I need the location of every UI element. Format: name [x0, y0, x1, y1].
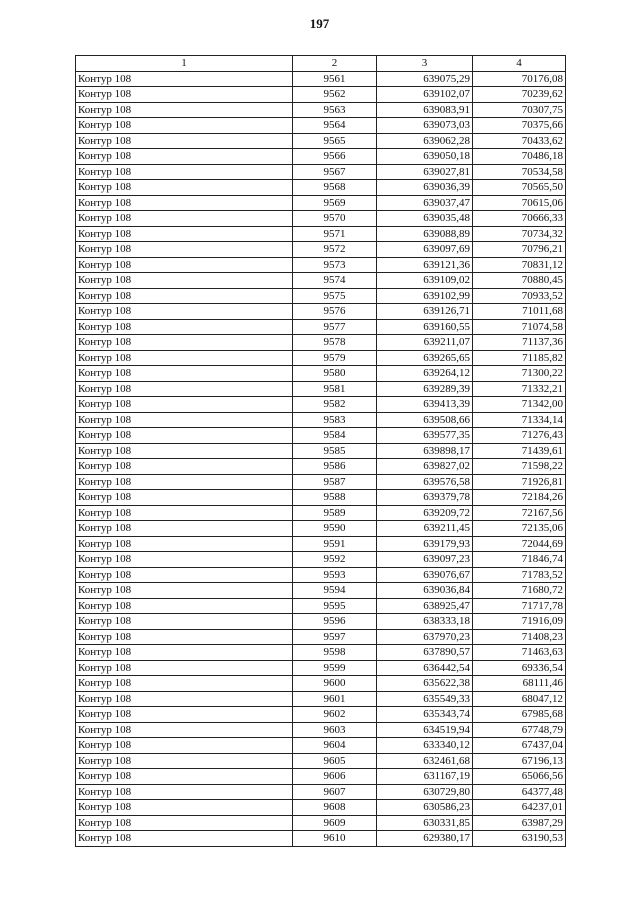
point-number-cell: 9584: [293, 428, 377, 444]
point-number-cell: 9576: [293, 304, 377, 320]
x-coordinate-cell: 634519,94: [377, 722, 473, 738]
point-number-cell: 9595: [293, 598, 377, 614]
contour-name-cell: Контур 108: [76, 490, 293, 506]
table-row: [76, 490, 566, 506]
x-coordinate-cell: 635549,33: [377, 691, 473, 707]
y-coordinate-cell: 63987,29: [473, 815, 566, 831]
table-row: [76, 521, 566, 537]
point-number-cell: 9573: [293, 257, 377, 273]
point-number-cell: 9574: [293, 273, 377, 289]
y-coordinate-cell: 67748,79: [473, 722, 566, 738]
point-number-cell: 9596: [293, 614, 377, 630]
y-coordinate-cell: 71342,00: [473, 397, 566, 413]
table-row: [76, 428, 566, 444]
point-number-cell: 9594: [293, 583, 377, 599]
contour-name-cell: Контур 108: [76, 118, 293, 134]
point-number-cell: 9607: [293, 784, 377, 800]
contour-name-cell: Контур 108: [76, 676, 293, 692]
y-coordinate-cell: 71276,43: [473, 428, 566, 444]
x-coordinate-cell: 639097,23: [377, 552, 473, 568]
point-number-cell: 9600: [293, 676, 377, 692]
x-coordinate-cell: 639126,71: [377, 304, 473, 320]
column-header-3: 3: [377, 56, 473, 72]
y-coordinate-cell: 63190,53: [473, 831, 566, 847]
y-coordinate-cell: 72167,56: [473, 505, 566, 521]
y-coordinate-cell: 70666,33: [473, 211, 566, 227]
x-coordinate-cell: 639050,18: [377, 149, 473, 165]
point-number-cell: 9568: [293, 180, 377, 196]
contour-name-cell: Контур 108: [76, 769, 293, 785]
point-number-cell: 9561: [293, 71, 377, 87]
table-row: [76, 381, 566, 397]
contour-name-cell: Контур 108: [76, 319, 293, 335]
point-number-cell: 9581: [293, 381, 377, 397]
point-number-cell: 9579: [293, 350, 377, 366]
table-row: [76, 660, 566, 676]
contour-name-cell: Контур 108: [76, 412, 293, 428]
table-row: [76, 211, 566, 227]
contour-name-cell: Контур 108: [76, 304, 293, 320]
table-row: [76, 459, 566, 475]
x-coordinate-cell: 639097,69: [377, 242, 473, 258]
contour-name-cell: Контур 108: [76, 366, 293, 382]
point-number-cell: 9572: [293, 242, 377, 258]
y-coordinate-cell: 72044,69: [473, 536, 566, 552]
table-row: [76, 195, 566, 211]
y-coordinate-cell: 71185,82: [473, 350, 566, 366]
y-coordinate-cell: 71300,22: [473, 366, 566, 382]
contour-name-cell: Контур 108: [76, 800, 293, 816]
point-number-cell: 9567: [293, 164, 377, 180]
point-number-cell: 9588: [293, 490, 377, 506]
point-number-cell: 9606: [293, 769, 377, 785]
table-row: [76, 133, 566, 149]
x-coordinate-cell: 639121,36: [377, 257, 473, 273]
point-number-cell: 9571: [293, 226, 377, 242]
table-row: [76, 707, 566, 723]
x-coordinate-cell: 639508,66: [377, 412, 473, 428]
contour-name-cell: Контур 108: [76, 707, 293, 723]
x-coordinate-cell: 639898,17: [377, 443, 473, 459]
point-number-cell: 9591: [293, 536, 377, 552]
x-coordinate-cell: 639379,78: [377, 490, 473, 506]
table-row: [76, 598, 566, 614]
x-coordinate-cell: 639211,45: [377, 521, 473, 537]
y-coordinate-cell: 70615,06: [473, 195, 566, 211]
y-coordinate-cell: 67437,04: [473, 738, 566, 754]
point-number-cell: 9575: [293, 288, 377, 304]
table-body: [76, 71, 566, 846]
x-coordinate-cell: 639083,91: [377, 102, 473, 118]
x-coordinate-cell: 629380,17: [377, 831, 473, 847]
y-coordinate-cell: 71783,52: [473, 567, 566, 583]
x-coordinate-cell: 639109,02: [377, 273, 473, 289]
point-number-cell: 9562: [293, 87, 377, 103]
table-row: [76, 71, 566, 87]
x-coordinate-cell: 639062,28: [377, 133, 473, 149]
contour-name-cell: Контур 108: [76, 536, 293, 552]
table-row: [76, 536, 566, 552]
contour-name-cell: Контур 108: [76, 474, 293, 490]
y-coordinate-cell: 67196,13: [473, 753, 566, 769]
contour-name-cell: Контур 108: [76, 815, 293, 831]
x-coordinate-cell: 630331,85: [377, 815, 473, 831]
column-header-2: 2: [293, 56, 377, 72]
y-coordinate-cell: 71074,58: [473, 319, 566, 335]
table-row: [76, 257, 566, 273]
y-coordinate-cell: 70831,12: [473, 257, 566, 273]
table-row: [76, 645, 566, 661]
point-number-cell: 9577: [293, 319, 377, 335]
y-coordinate-cell: 70486,18: [473, 149, 566, 165]
contour-name-cell: Контур 108: [76, 226, 293, 242]
point-number-cell: 9565: [293, 133, 377, 149]
contour-name-cell: Контур 108: [76, 180, 293, 196]
x-coordinate-cell: 639577,35: [377, 428, 473, 444]
y-coordinate-cell: 68047,12: [473, 691, 566, 707]
y-coordinate-cell: 70565,50: [473, 180, 566, 196]
y-coordinate-cell: 70734,32: [473, 226, 566, 242]
y-coordinate-cell: 71463,63: [473, 645, 566, 661]
table-row: [76, 676, 566, 692]
y-coordinate-cell: 65066,56: [473, 769, 566, 785]
y-coordinate-cell: 71137,36: [473, 335, 566, 351]
x-coordinate-cell: 639102,07: [377, 87, 473, 103]
contour-name-cell: Контур 108: [76, 691, 293, 707]
table-row: [76, 800, 566, 816]
table-row: [76, 335, 566, 351]
contour-name-cell: Контур 108: [76, 428, 293, 444]
table-row: [76, 242, 566, 258]
contour-name-cell: Контур 108: [76, 102, 293, 118]
table-row: [76, 412, 566, 428]
y-coordinate-cell: 70933,52: [473, 288, 566, 304]
point-number-cell: 9570: [293, 211, 377, 227]
y-coordinate-cell: 69336,54: [473, 660, 566, 676]
contour-name-cell: Контур 108: [76, 521, 293, 537]
table-row: [76, 815, 566, 831]
x-coordinate-cell: 630586,23: [377, 800, 473, 816]
contour-name-cell: Контур 108: [76, 381, 293, 397]
contour-name-cell: Контур 108: [76, 505, 293, 521]
contour-name-cell: Контур 108: [76, 645, 293, 661]
table-row: [76, 738, 566, 754]
point-number-cell: 9582: [293, 397, 377, 413]
table-row: [76, 769, 566, 785]
table-row: [76, 226, 566, 242]
contour-name-cell: Контур 108: [76, 629, 293, 645]
table-row: [76, 831, 566, 847]
x-coordinate-cell: 639211,07: [377, 335, 473, 351]
table-row: [76, 443, 566, 459]
x-coordinate-cell: 639160,55: [377, 319, 473, 335]
y-coordinate-cell: 71926,81: [473, 474, 566, 490]
y-coordinate-cell: 70307,75: [473, 102, 566, 118]
table-header-row: [76, 56, 566, 72]
x-coordinate-cell: 639179,93: [377, 536, 473, 552]
contour-name-cell: Контур 108: [76, 753, 293, 769]
table-row: [76, 304, 566, 320]
point-number-cell: 9602: [293, 707, 377, 723]
y-coordinate-cell: 71334,14: [473, 412, 566, 428]
table-row: [76, 180, 566, 196]
x-coordinate-cell: 639413,39: [377, 397, 473, 413]
x-coordinate-cell: 639264,12: [377, 366, 473, 382]
contour-name-cell: Контур 108: [76, 195, 293, 211]
y-coordinate-cell: 71680,72: [473, 583, 566, 599]
point-number-cell: 9598: [293, 645, 377, 661]
x-coordinate-cell: 639209,72: [377, 505, 473, 521]
point-number-cell: 9589: [293, 505, 377, 521]
x-coordinate-cell: 635622,38: [377, 676, 473, 692]
x-coordinate-cell: 635343,74: [377, 707, 473, 723]
contour-name-cell: Контур 108: [76, 335, 293, 351]
point-number-cell: 9586: [293, 459, 377, 475]
point-number-cell: 9610: [293, 831, 377, 847]
contour-name-cell: Контур 108: [76, 87, 293, 103]
column-header-1: 1: [76, 56, 293, 72]
y-coordinate-cell: 72184,26: [473, 490, 566, 506]
table-row: [76, 614, 566, 630]
x-coordinate-cell: 638925,47: [377, 598, 473, 614]
table-row: [76, 583, 566, 599]
x-coordinate-cell: 639289,39: [377, 381, 473, 397]
point-number-cell: 9564: [293, 118, 377, 134]
contour-name-cell: Контур 108: [76, 71, 293, 87]
contour-name-cell: Контур 108: [76, 211, 293, 227]
contour-name-cell: Контур 108: [76, 257, 293, 273]
point-number-cell: 9601: [293, 691, 377, 707]
table-row: [76, 366, 566, 382]
x-coordinate-cell: 637970,23: [377, 629, 473, 645]
y-coordinate-cell: 71916,09: [473, 614, 566, 630]
y-coordinate-cell: 68111,46: [473, 676, 566, 692]
point-number-cell: 9580: [293, 366, 377, 382]
contour-name-cell: Контур 108: [76, 459, 293, 475]
x-coordinate-cell: 631167,19: [377, 769, 473, 785]
x-coordinate-cell: 639102,99: [377, 288, 473, 304]
contour-name-cell: Контур 108: [76, 567, 293, 583]
contour-name-cell: Контур 108: [76, 614, 293, 630]
contour-name-cell: Контур 108: [76, 660, 293, 676]
x-coordinate-cell: 639036,39: [377, 180, 473, 196]
y-coordinate-cell: 72135,06: [473, 521, 566, 537]
y-coordinate-cell: 70880,45: [473, 273, 566, 289]
table-row: [76, 552, 566, 568]
contour-name-cell: Контур 108: [76, 350, 293, 366]
column-header-4: 4: [473, 56, 566, 72]
contour-name-cell: Контур 108: [76, 722, 293, 738]
table-row: [76, 319, 566, 335]
table-row: [76, 164, 566, 180]
y-coordinate-cell: 71717,78: [473, 598, 566, 614]
contour-name-cell: Контур 108: [76, 288, 293, 304]
y-coordinate-cell: 71439,61: [473, 443, 566, 459]
point-number-cell: 9569: [293, 195, 377, 211]
contour-name-cell: Контур 108: [76, 583, 293, 599]
table-row: [76, 273, 566, 289]
y-coordinate-cell: 70375,66: [473, 118, 566, 134]
x-coordinate-cell: 639027,81: [377, 164, 473, 180]
x-coordinate-cell: 637890,57: [377, 645, 473, 661]
y-coordinate-cell: 64377,48: [473, 784, 566, 800]
x-coordinate-cell: 639036,84: [377, 583, 473, 599]
y-coordinate-cell: 70239,62: [473, 87, 566, 103]
x-coordinate-cell: 639827,02: [377, 459, 473, 475]
table-row: [76, 784, 566, 800]
point-number-cell: 9597: [293, 629, 377, 645]
y-coordinate-cell: 64237,01: [473, 800, 566, 816]
contour-name-cell: Контур 108: [76, 273, 293, 289]
contour-name-cell: Контур 108: [76, 133, 293, 149]
contour-name-cell: Контур 108: [76, 784, 293, 800]
x-coordinate-cell: 638333,18: [377, 614, 473, 630]
x-coordinate-cell: 632461,68: [377, 753, 473, 769]
x-coordinate-cell: 639088,89: [377, 226, 473, 242]
y-coordinate-cell: 71332,21: [473, 381, 566, 397]
table-row: [76, 722, 566, 738]
x-coordinate-cell: 633340,12: [377, 738, 473, 754]
contour-name-cell: Контур 108: [76, 738, 293, 754]
x-coordinate-cell: 639037,47: [377, 195, 473, 211]
x-coordinate-cell: 639075,29: [377, 71, 473, 87]
y-coordinate-cell: 70433,62: [473, 133, 566, 149]
coordinates-table: [75, 55, 566, 847]
contour-name-cell: Контур 108: [76, 242, 293, 258]
point-number-cell: 9590: [293, 521, 377, 537]
table-row: [76, 149, 566, 165]
table-row: [76, 397, 566, 413]
point-number-cell: 9585: [293, 443, 377, 459]
table-row: [76, 629, 566, 645]
point-number-cell: 9583: [293, 412, 377, 428]
contour-name-cell: Контур 108: [76, 397, 293, 413]
x-coordinate-cell: 639076,67: [377, 567, 473, 583]
y-coordinate-cell: 67985,68: [473, 707, 566, 723]
table-row: [76, 474, 566, 490]
y-coordinate-cell: 71846,74: [473, 552, 566, 568]
contour-name-cell: Контур 108: [76, 831, 293, 847]
table-row: [76, 102, 566, 118]
point-number-cell: 9593: [293, 567, 377, 583]
y-coordinate-cell: 70176,08: [473, 71, 566, 87]
point-number-cell: 9608: [293, 800, 377, 816]
contour-name-cell: Контур 108: [76, 443, 293, 459]
point-number-cell: 9609: [293, 815, 377, 831]
y-coordinate-cell: 70534,58: [473, 164, 566, 180]
table-row: [76, 288, 566, 304]
y-coordinate-cell: 71011,68: [473, 304, 566, 320]
y-coordinate-cell: 70796,21: [473, 242, 566, 258]
point-number-cell: 9599: [293, 660, 377, 676]
point-number-cell: 9605: [293, 753, 377, 769]
y-coordinate-cell: 71598,22: [473, 459, 566, 475]
table-row: [76, 87, 566, 103]
x-coordinate-cell: 639073,03: [377, 118, 473, 134]
x-coordinate-cell: 639265,65: [377, 350, 473, 366]
table-row: [76, 350, 566, 366]
y-coordinate-cell: 71408,23: [473, 629, 566, 645]
x-coordinate-cell: 630729,80: [377, 784, 473, 800]
table-row: [76, 118, 566, 134]
x-coordinate-cell: 636442,54: [377, 660, 473, 676]
page-number: 197: [309, 16, 330, 31]
table-row: [76, 691, 566, 707]
contour-name-cell: Контур 108: [76, 164, 293, 180]
table-row: [76, 567, 566, 583]
point-number-cell: 9604: [293, 738, 377, 754]
point-number-cell: 9578: [293, 335, 377, 351]
x-coordinate-cell: 639576,58: [377, 474, 473, 490]
point-number-cell: 9563: [293, 102, 377, 118]
table-row: [76, 753, 566, 769]
table-row: [76, 505, 566, 521]
contour-name-cell: Контур 108: [76, 552, 293, 568]
point-number-cell: 9592: [293, 552, 377, 568]
x-coordinate-cell: 639035,48: [377, 211, 473, 227]
point-number-cell: 9566: [293, 149, 377, 165]
point-number-cell: 9587: [293, 474, 377, 490]
contour-name-cell: Контур 108: [76, 598, 293, 614]
contour-name-cell: Контур 108: [76, 149, 293, 165]
point-number-cell: 9603: [293, 722, 377, 738]
